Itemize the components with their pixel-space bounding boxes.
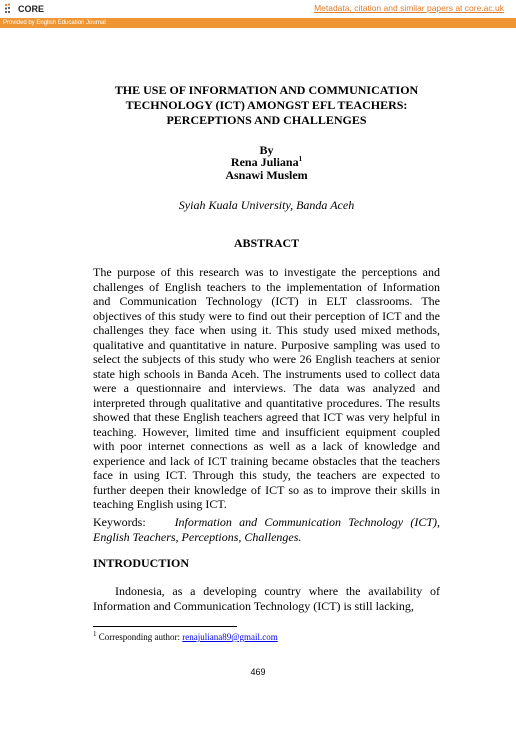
footnote-label: Corresponding author:: [98, 632, 180, 642]
core-logo[interactable]: [4, 2, 44, 16]
footnote-mark: 1: [93, 630, 97, 638]
author-2: Asnawi Muslem: [225, 168, 308, 182]
core-header-bar: [0, 0, 516, 18]
core-metadata-link[interactable]: Metadata, citation and similar papers at core.ac.uk: [314, 3, 504, 13]
author-1: [93, 155, 440, 169]
footnote: [93, 632, 278, 643]
page-number: 469: [250, 667, 266, 677]
title-line-1: THE USE OF INFORMATION AND COMMUNICATION: [114, 83, 419, 97]
provider-bar: [0, 18, 516, 28]
author-1-footnote-mark: 1: [298, 155, 303, 163]
by-line: By: [259, 143, 274, 157]
abstract-heading: ABSTRACT: [233, 236, 300, 250]
introduction-body: Indonesia, as a developing country where the availability of Information and Communication Technology (ICT) is still lacking,: [93, 584, 440, 613]
affiliation: Syiah Kuala University, Banda Aceh: [178, 198, 355, 212]
paper-title: [93, 83, 440, 128]
keywords-label: Keywords:: [93, 515, 146, 529]
footnote-email-link[interactable]: renajuliana89@gmail.com: [182, 632, 278, 642]
core-logo-text: CORE: [18, 4, 45, 14]
core-logo-icon: [4, 3, 14, 15]
title-line-2: TECHNOLOGY (ICT) AMONGST EFL TEACHERS:: [125, 98, 408, 112]
abstract-body: The purpose of this research was to investigate the perceptions and challenges of English teachers to the implementation of Information and Communication Technology (ICT) in ELT classrooms. The objectives of this study were to find out their perception of ICT and the challenges they face when using it. This study used mixed methods, qualitative and quantitative in nature. Purposive sampling was used to select the subjects of this study who were 26 English teachers at senior state high schools in Banda Aceh. The instruments used to collect data were a questionnaire and interviews. The data was analyzed and interpreted through qualitative and quantitative procedures. The results showed that these English teachers agreed that ICT was very helpful in teaching. However, limited time and insufficient equipment coupled with poor internet connections as well as a lack of knowledge and experience and lack of ICT training became obstacles that the teachers face in using ICT. Through this study, the teachers are expected to further deepen their knowledge of ICT so as to improve their skills in teaching English using ICT.: [93, 265, 440, 511]
keywords: [93, 515, 440, 544]
provider-text: Provided by English Education Journal: [3, 20, 106, 26]
author-1-name: Rena Juliana: [230, 155, 299, 169]
introduction-heading: INTRODUCTION: [93, 556, 190, 570]
footnote-divider: [93, 626, 237, 627]
title-line-3: PERCEPTIONS AND CHALLENGES: [166, 113, 367, 127]
keywords-value: Information and Communication Technology (ICT), English Teachers, Perceptions, Challenges.: [93, 515, 440, 544]
